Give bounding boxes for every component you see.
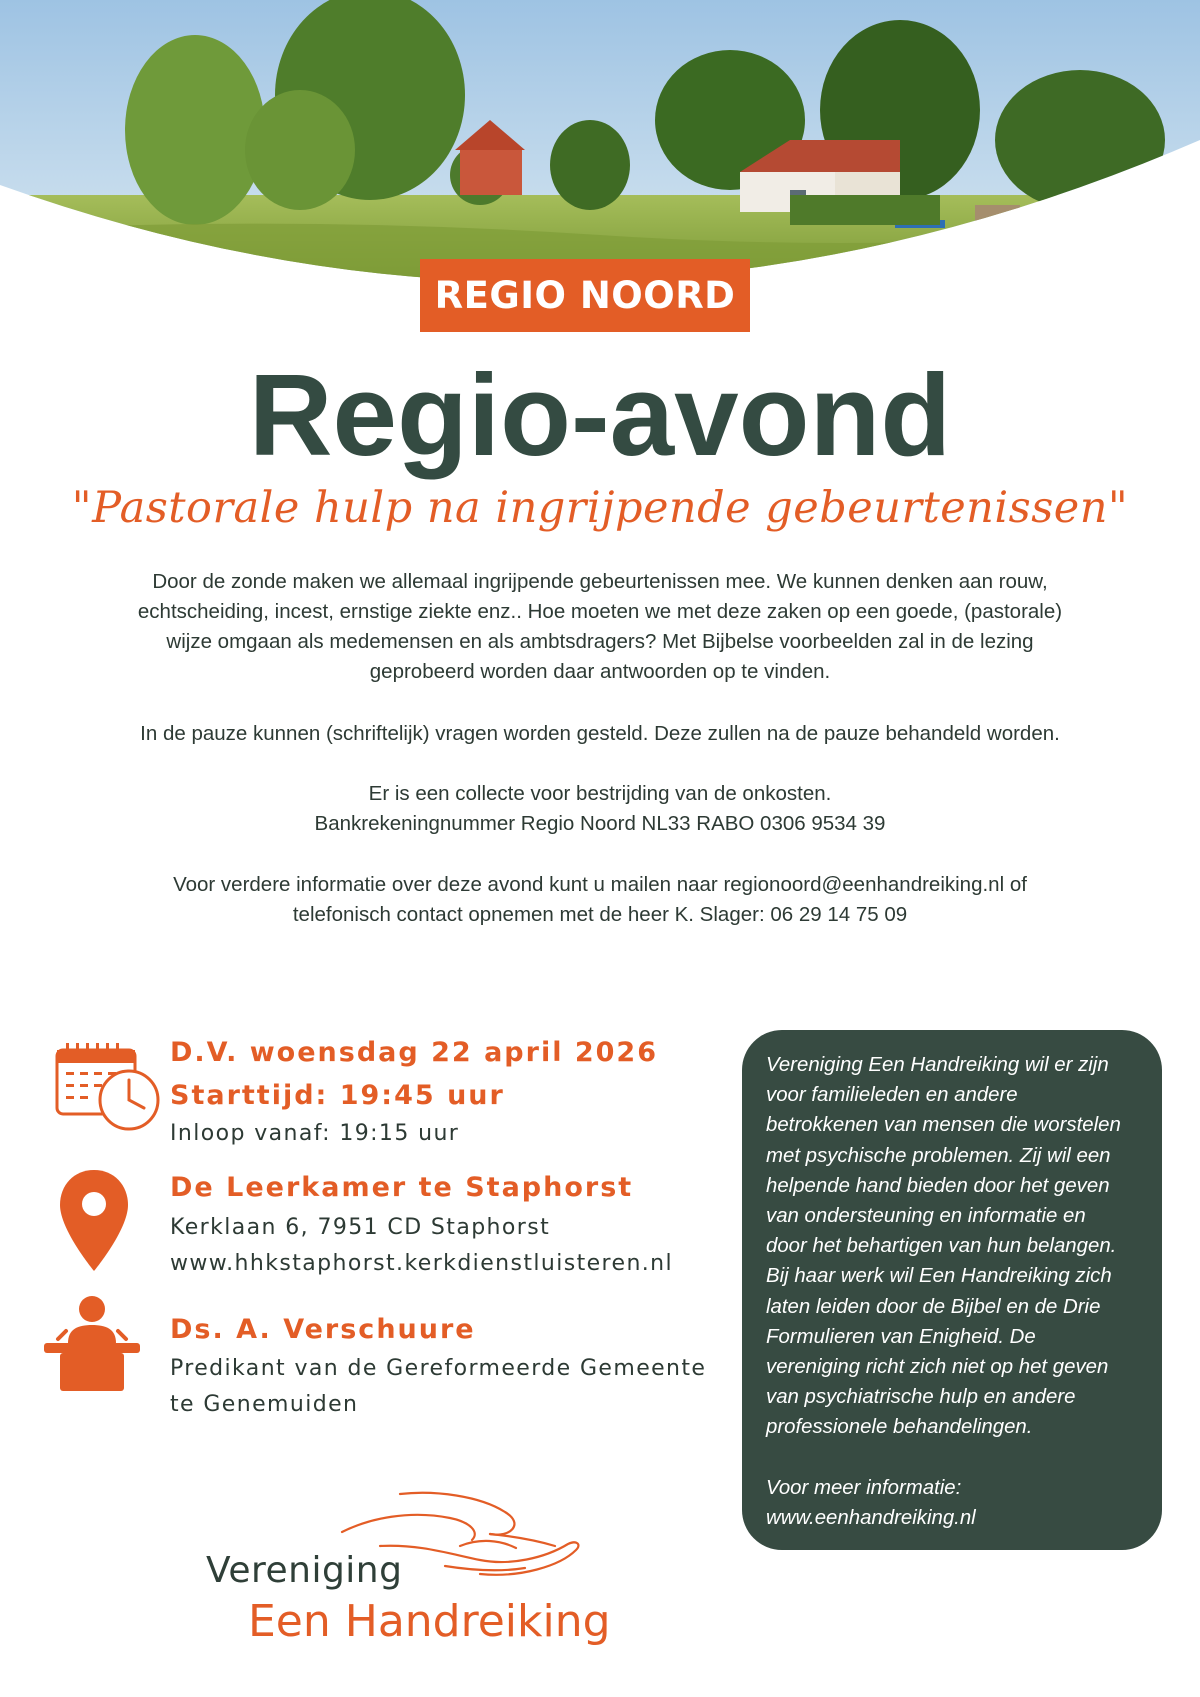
pause-questions-paragraph	[60, 719, 1140, 749]
event-start-time: Starttijd: 19:45 uur	[170, 1080, 505, 1111]
speaker-name: Ds. A. Verschuure	[170, 1314, 476, 1345]
intro-line: Er is een collecte voor bestrijding van de onkosten.	[368, 782, 832, 805]
more-info-link[interactable]: www.eenhandreiking.nl	[766, 1507, 976, 1530]
info-line: Bij haar werk wil Een Handreiking zich	[766, 1265, 1112, 1288]
venue-address: Kerklaan 6, 7951 CD Staphorst	[170, 1215, 551, 1240]
info-spacer	[766, 1443, 1140, 1473]
info-line: betrokkenen van mensen die worstelen	[766, 1114, 1121, 1137]
info-line: Vereniging Een Handreiking wil er zijn	[766, 1054, 1109, 1076]
intro-line: In de pauze kunnen (schriftelijk) vragen worden gesteld. Deze zullen na de pauze behandeld worden.	[140, 722, 1060, 745]
info-line: voor familieleden en andere	[766, 1084, 1018, 1107]
venue-name: De Leerkamer te Staphorst	[170, 1172, 634, 1203]
venue-website-link[interactable]: www.hhkstaphorst.kerkdienstluisteren.nl	[170, 1251, 674, 1276]
info-line: professionele behandelingen.	[766, 1416, 1033, 1439]
speaker-role-continued: te Genemuiden	[170, 1392, 359, 1417]
hero-landscape-photo	[0, 0, 1200, 300]
location-pin-icon	[58, 1168, 130, 1273]
intro-line: geprobeerd worden daar antwoorden op te vinden.	[369, 660, 831, 683]
association-info-box	[742, 1030, 1162, 1550]
contact-phone-line: telefonisch contact opnemen met de heer K. Slager: 06 29 14 75 09	[292, 903, 908, 926]
calendar-clock-icon	[54, 1040, 164, 1132]
logo-text-een-handreiking: Een Handreiking	[248, 1596, 611, 1647]
intro-line: echtscheiding, incest, ernstige ziekte enz.. Hoe moeten we met deze zaken op een goede, (pastorale)	[137, 600, 1063, 623]
info-line: helpende hand bieden door het geven	[766, 1174, 1110, 1197]
event-date: D.V. woensdag 22 april 2026	[170, 1037, 659, 1068]
info-line: laten leiden door de Bijbel en de Drie	[766, 1295, 1101, 1318]
contact-email-line[interactable]: Voor verdere informatie over deze avond kunt u mailen naar regionoord@eenhandreiking.nl of	[173, 873, 1027, 896]
speaker-role: Predikant van de Gereformeerde Gemeente	[170, 1356, 707, 1381]
info-line: van ondersteuning en informatie en	[766, 1205, 1086, 1228]
intro-paragraph	[60, 567, 1140, 687]
intro-line: Door de zonde maken we allemaal ingrijpende gebeurtenissen mee. We kunnen denken aan rouw,	[152, 570, 1048, 593]
collection-paragraph	[60, 779, 1140, 839]
info-line: vereniging richt zich niet op het geven	[766, 1356, 1109, 1379]
bank-account-line: Bankrekeningnummer Regio Noord NL33 RABO 0306 9534 39	[314, 812, 886, 835]
info-line: door het behartigen van hun belangen.	[766, 1235, 1117, 1258]
region-badge: REGIO NOORD	[420, 259, 750, 332]
more-info-label: Voor meer informatie:	[766, 1476, 962, 1499]
event-walk-in-time: Inloop vanaf: 19:15 uur	[170, 1121, 460, 1146]
logo-text-vereniging: Vereniging	[206, 1550, 403, 1591]
info-line: met psychische problemen. Zij wil een	[766, 1144, 1111, 1167]
contact-paragraph	[60, 870, 1140, 930]
event-subtitle: "Pastorale hulp na ingrijpende gebeurtenissen"	[71, 483, 1129, 533]
intro-line: wijze omgaan als medemensen en als ambtsdragers? Met Bijbelse voorbeelden zal in de lezing	[166, 630, 1034, 653]
speaker-podium-icon	[44, 1295, 140, 1393]
info-line: Formulieren van Enigheid. De	[766, 1325, 1036, 1348]
info-line: van psychiatrische hulp en andere	[766, 1386, 1076, 1409]
page-title: Regio-avond	[248, 350, 952, 480]
